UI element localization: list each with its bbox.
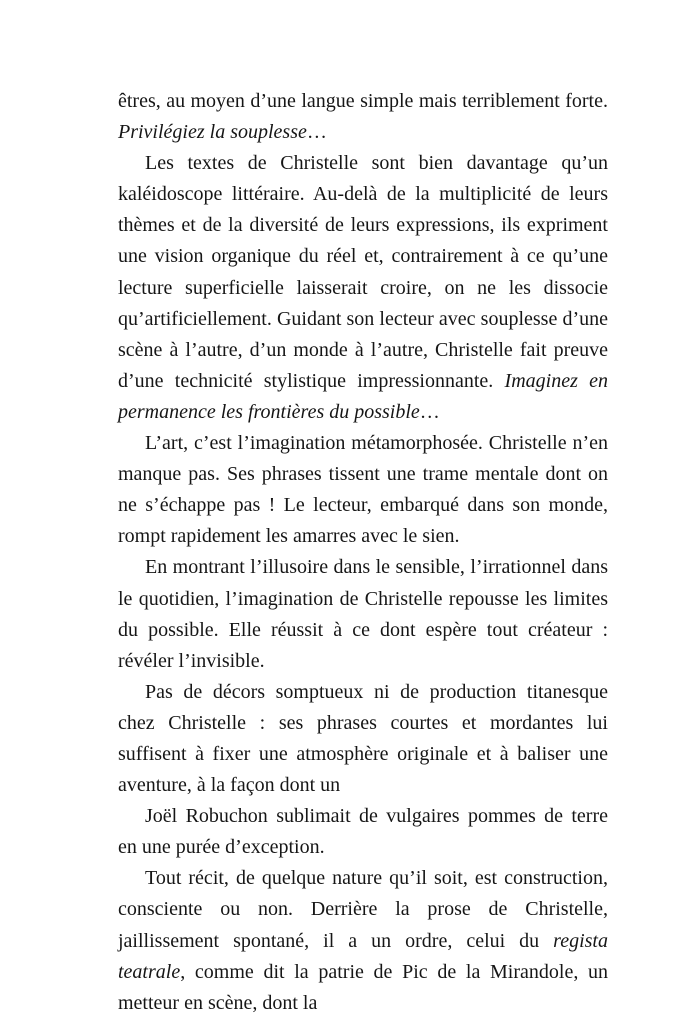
paragraph-3 <box>118 428 608 552</box>
paragraph-5 <box>118 677 608 801</box>
paragraph-7 <box>118 863 608 1018</box>
text-segment: En montrant l’illusoire dans le sensible, l’irrationnel dans le quotidien, l’imagination de Christelle repousse les limites du possible. Elle réussit à ce dont espère tout créateur : révéler l’invisible. <box>118 556 608 672</box>
text-segment: … <box>306 121 327 144</box>
text-segment: êtres, au moyen d’une langue simple mais terriblement forte. <box>118 90 608 112</box>
body-text <box>118 86 608 1019</box>
italic-segment: regista teatrale <box>118 929 608 983</box>
text-segment: Joël Robuchon sublimait de vulgaires pommes de terre en une purée d’exception. <box>118 805 608 859</box>
paragraph-2 <box>118 148 608 428</box>
text-segment: Pas de décors somptueux ni de production titanesque chez Christelle : ses phrases courtes et mordantes lui suffisent à fixer une atmosphère originale et à baliser une aventure, à la façon dont un <box>118 680 608 797</box>
italic-segment: Privilégiez la souplesse <box>118 121 307 144</box>
text-segment: … <box>419 400 440 423</box>
paragraph-1 <box>118 86 608 148</box>
text-segment: Les textes de Christelle sont bien davantage qu’un kaléidoscope littéraire. Au-delà de la multiplicité de leurs thèmes et de la diversité de leurs expressions, ils expriment une vision organique du réel et, contrairement à ce qu’une lecture superficielle laisserait croire, on ne les dissocie qu’artificiellement. Guidant son lecteur avec souplesse d’une scène à l’autre, d’un monde à l’autre, Christelle fait preuve d’une technicité stylistique impressionnante. <box>118 152 608 392</box>
text-segment: Tout récit, de quelque nature qu’il soit, est construction, consciente ou non. Derrière la prose de Christelle, jaillissement spontané, il a un ordre, celui du <box>118 867 608 952</box>
text-segment: L’art, c’est l’imagination métamorphosée. Christelle n’en manque pas. Ses phrases tissent une trame mentale dont on ne s’échappe pas ! Le lecteur, embarqué dans son monde, rompt rapidement les amarres avec le sien. <box>118 432 608 548</box>
italic-segment: Imaginez en permanence les frontières du possible <box>118 369 608 423</box>
paragraph-6 <box>118 801 608 863</box>
paragraph-4 <box>118 552 608 676</box>
text-segment: , comme dit la patrie de Pic de la Mirandole, un metteur en scène, dont la <box>118 960 608 1014</box>
